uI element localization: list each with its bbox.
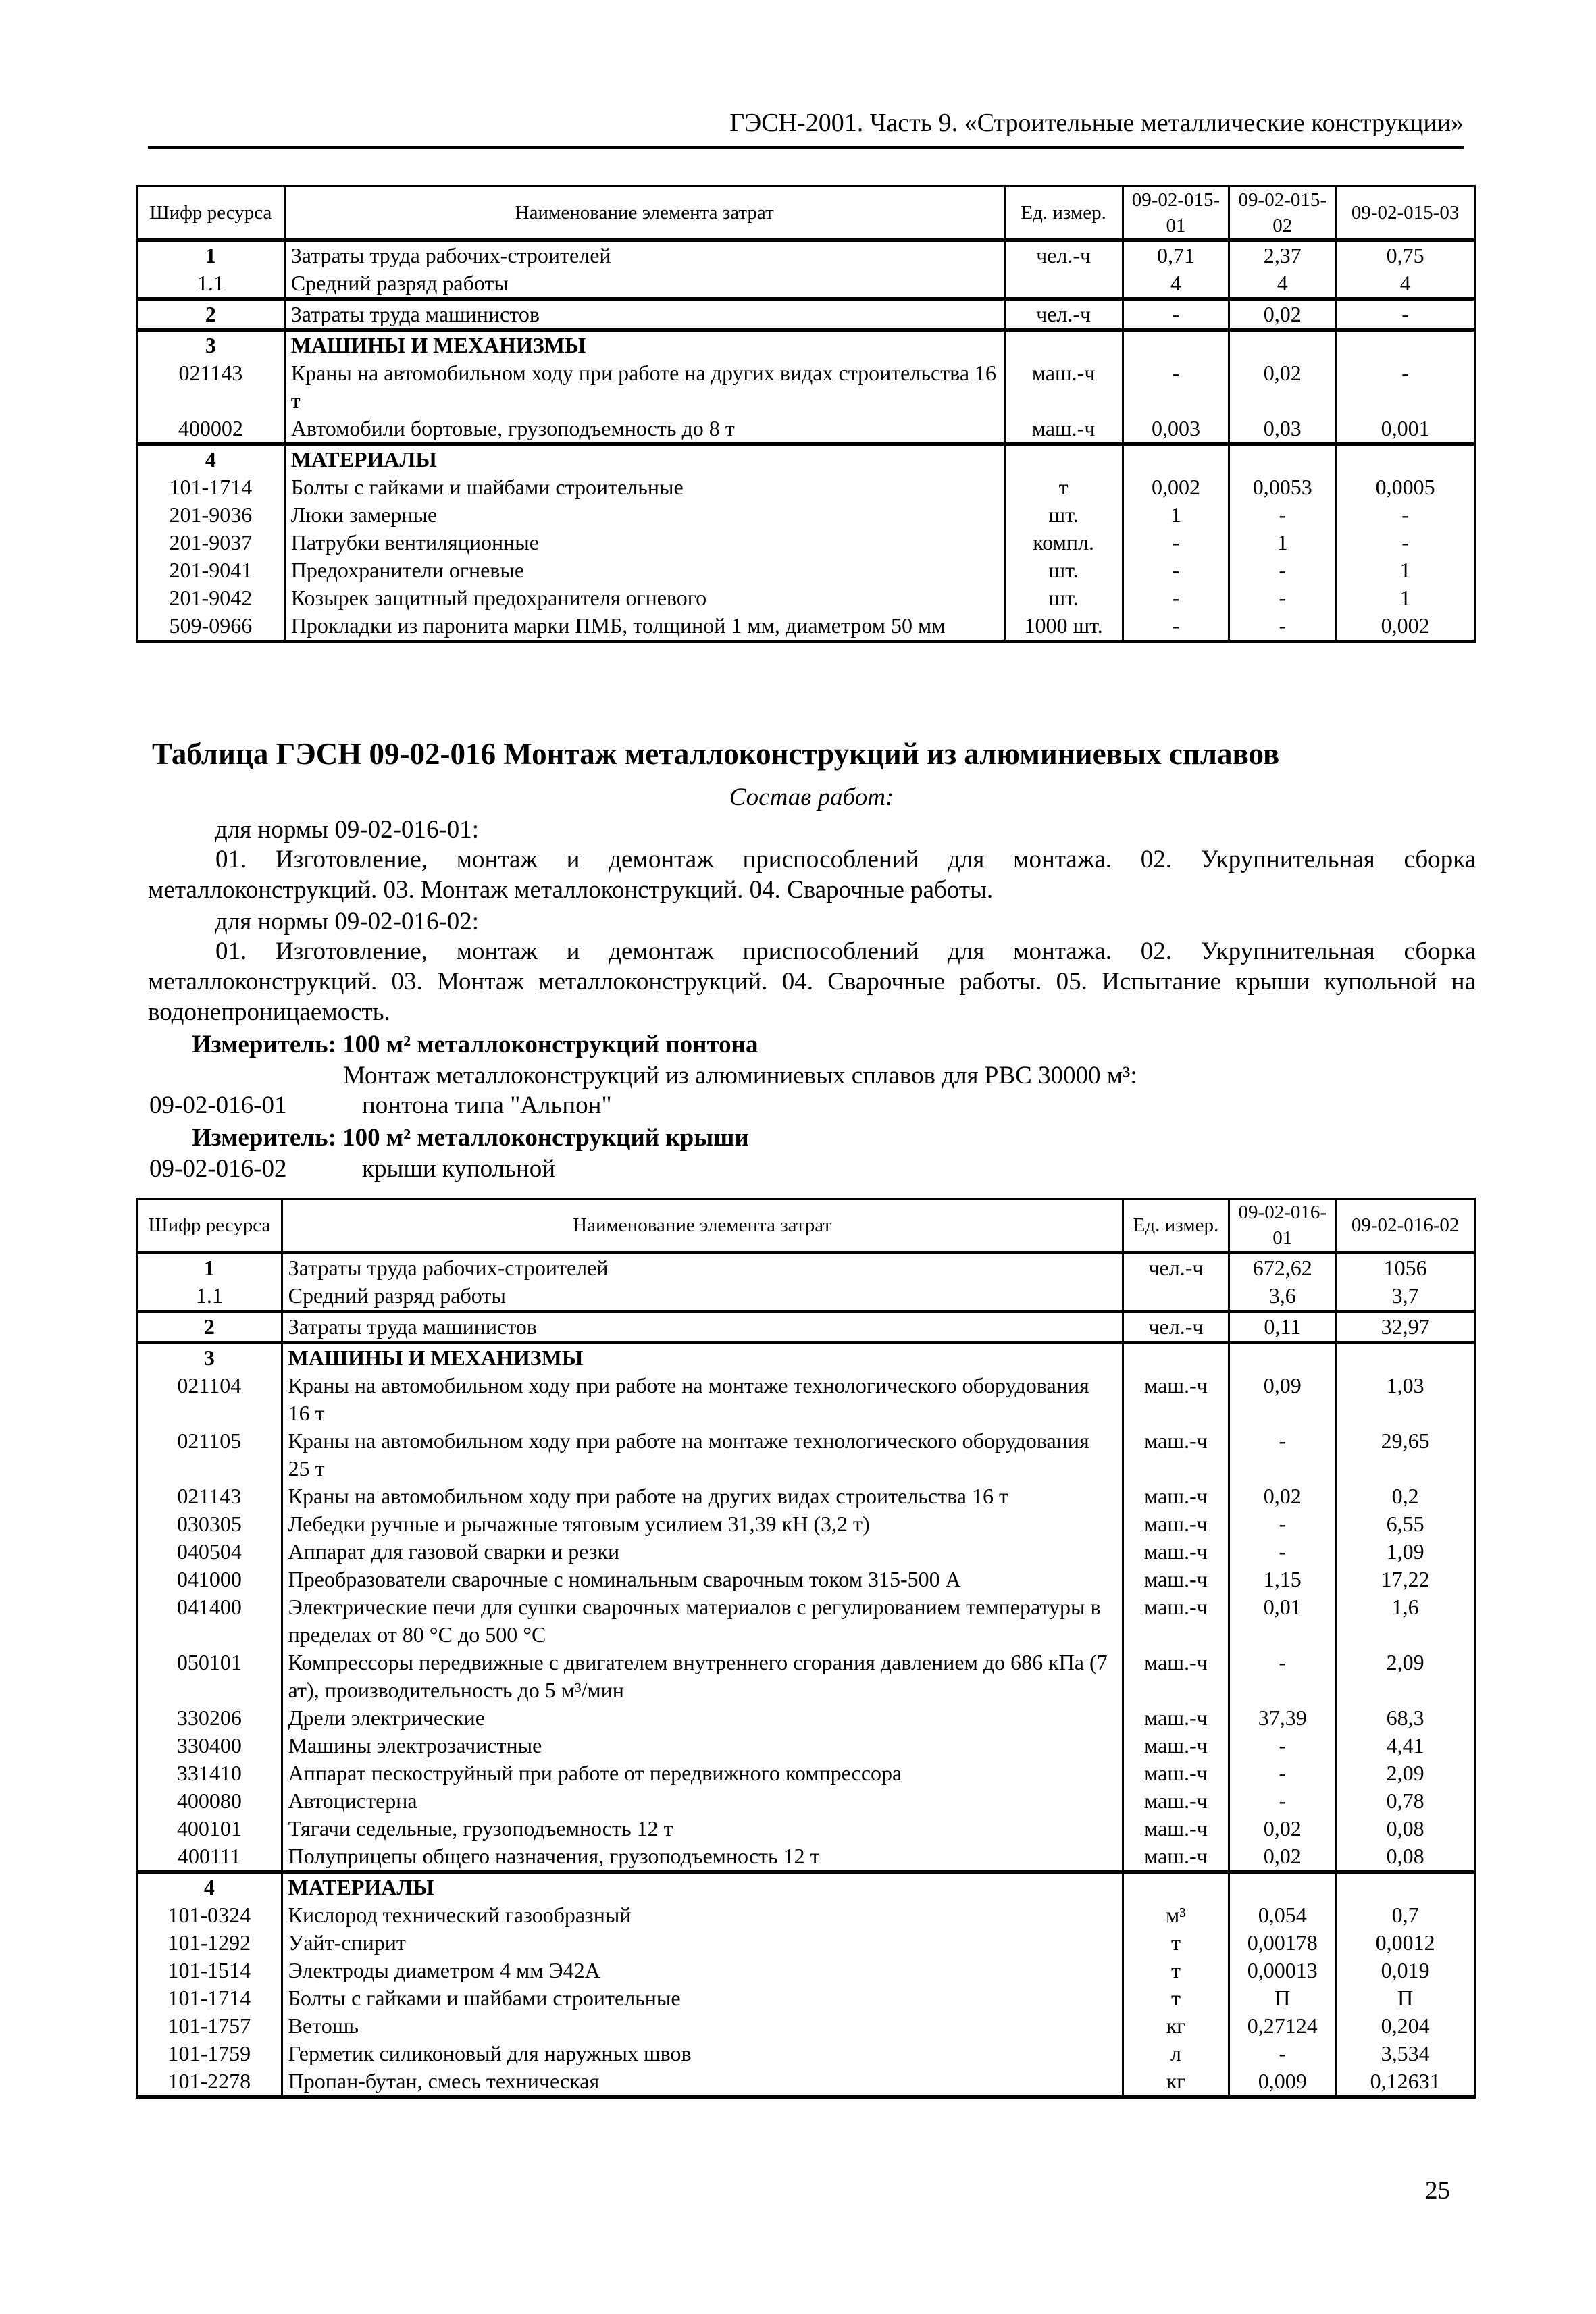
resource-value: - — [1229, 1732, 1336, 1759]
resource-unit: шт. — [1004, 557, 1123, 584]
resource-value: - — [1229, 1649, 1336, 1704]
table-title: Таблица ГЭСН 09-02-016 Монтаж металлоконструкций из алюминиевых сплавов — [152, 737, 1280, 771]
resource-code: 021143 — [137, 359, 285, 415]
resource-value: 0,002 — [1123, 473, 1229, 501]
table-row — [137, 1372, 1475, 1427]
resource-name: Патрубки вентиляционные — [284, 529, 1004, 557]
resource-name: Преобразователи сварочные с номинальным сварочным током 315-500 А — [282, 1566, 1123, 1593]
resource-value: 6,55 — [1336, 1510, 1475, 1538]
resource-value: 1 — [1336, 584, 1475, 612]
table-row — [137, 1759, 1475, 1787]
resource-value: 0,27124 — [1229, 2012, 1336, 2040]
resource-value: 1 — [1336, 557, 1475, 584]
resource-unit: чел.-ч — [1004, 240, 1123, 270]
header-norm-09-02-015-02: 09-02-015-02 — [1229, 186, 1336, 240]
resource-code: 330400 — [137, 1732, 282, 1759]
resource-value: - — [1336, 501, 1475, 529]
resource-value — [1123, 330, 1229, 360]
table-row — [137, 1732, 1475, 1759]
resource-value: - — [1336, 299, 1475, 330]
resource-value: 0,08 — [1336, 1843, 1475, 1872]
page-number: 25 — [1425, 2177, 1450, 2205]
header-norm-09-02-016-02: 09-02-016-02 — [1336, 1199, 1475, 1253]
resource-code: 400101 — [137, 1815, 282, 1843]
resource-unit: шт. — [1004, 501, 1123, 529]
resource-value: 4 — [1336, 269, 1475, 299]
resource-name: Затраты труда рабочих-строителей — [284, 240, 1004, 270]
resource-unit: 1000 шт. — [1004, 612, 1123, 642]
resource-code: 021143 — [137, 1483, 282, 1510]
resource-name: МАШИНЫ И МЕХАНИЗМЫ — [282, 1343, 1123, 1372]
resource-code: 201-9037 — [137, 529, 285, 557]
resource-code: 101-1714 — [137, 1984, 282, 2012]
table-row — [137, 1649, 1475, 1704]
resource-value: - — [1229, 557, 1336, 584]
resource-code: 3 — [137, 330, 285, 360]
resource-value: - — [1123, 359, 1229, 415]
resource-value: - — [1123, 299, 1229, 330]
row-group — [137, 240, 1475, 299]
resource-unit: т — [1123, 1957, 1229, 1984]
table-row — [137, 501, 1475, 529]
resource-name: МАТЕРИАЛЫ — [282, 1872, 1123, 1902]
table-row — [137, 415, 1475, 444]
resource-unit — [1123, 1282, 1229, 1312]
resource-unit: т — [1123, 1929, 1229, 1957]
resource-value: 0,02 — [1229, 299, 1336, 330]
resource-name: Средний разряд работы — [282, 1282, 1123, 1312]
resource-value: 0,0005 — [1336, 473, 1475, 501]
resource-name: Затраты труда машинистов — [284, 299, 1004, 330]
resource-value: 2,09 — [1336, 1649, 1475, 1704]
row-group — [137, 299, 1475, 330]
resource-code: 201-9041 — [137, 557, 285, 584]
resource-value — [1123, 444, 1229, 474]
resource-name: Краны на автомобильном ходу при работе на других видах строительства 16 т — [284, 359, 1004, 415]
table-row — [137, 269, 1475, 299]
resource-value: 0,03 — [1229, 415, 1336, 444]
resource-name: Пропан-бутан, смесь техническая — [282, 2067, 1123, 2097]
resource-value: - — [1229, 1427, 1336, 1483]
resource-code: 030305 — [137, 1510, 282, 1538]
norm2-text: 01. Изготовление, монтаж и демонтаж приспособлений для монтажа. 02. Укрупнительная сборка металлоконструкций. 03. Монтаж металлоконструкций. 04. Сварочные работы. 05. Испытание крыши купольной на водонепроницаемость. — [148, 937, 1476, 1026]
norm2-desc: крыши купольной — [362, 1155, 556, 1183]
resource-unit: т — [1004, 473, 1123, 501]
resource-value — [1229, 330, 1336, 360]
resource-value: 0,0012 — [1336, 1929, 1475, 1957]
resource-value: 0,02 — [1229, 1483, 1336, 1510]
resource-code: 400111 — [137, 1843, 282, 1872]
resource-value: - — [1229, 1759, 1336, 1787]
header-unit: Ед. измер. — [1004, 186, 1123, 240]
resource-code: 201-9036 — [137, 501, 285, 529]
resource-unit — [1004, 269, 1123, 299]
resource-name: МАТЕРИАЛЫ — [284, 444, 1004, 474]
resource-code: 1.1 — [137, 269, 285, 299]
resource-unit: маш.-ч — [1123, 1510, 1229, 1538]
resource-value: П — [1229, 1984, 1336, 2012]
resource-unit: компл. — [1004, 529, 1123, 557]
resource-value: 0,002 — [1336, 612, 1475, 642]
resource-value: 0,75 — [1336, 240, 1475, 270]
table-row — [137, 2012, 1475, 2040]
table-row — [137, 1253, 1475, 1283]
resource-value: 0,0053 — [1229, 473, 1336, 501]
resource-code: 021104 — [137, 1372, 282, 1427]
resource-value: 0,02 — [1229, 1843, 1336, 1872]
resource-name: Кислород технический газообразный — [282, 1901, 1123, 1929]
row-group — [137, 444, 1475, 642]
resource-unit: кг — [1123, 2067, 1229, 2097]
resource-value: - — [1229, 501, 1336, 529]
resource-unit: чел.-ч — [1123, 1253, 1229, 1283]
header-unit: Ед. измер. — [1123, 1199, 1229, 1253]
resource-value: 0,054 — [1229, 1901, 1336, 1929]
resource-unit — [1004, 444, 1123, 474]
header-norm-09-02-015-03: 09-02-015-03 — [1336, 186, 1475, 240]
resource-unit: маш.-ч — [1004, 415, 1123, 444]
resource-value: 0,08 — [1336, 1815, 1475, 1843]
resource-unit: кг — [1123, 2012, 1229, 2040]
table-row — [137, 1929, 1475, 1957]
resource-name: Полуприцепы общего назначения, грузоподъемность 12 т — [282, 1843, 1123, 1872]
table-row — [137, 1593, 1475, 1649]
header-divider — [148, 146, 1464, 149]
resource-value: 0,001 — [1336, 415, 1475, 444]
resource-name: МАШИНЫ И МЕХАНИЗМЫ — [284, 330, 1004, 360]
resource-value: 1056 — [1336, 1253, 1475, 1283]
resource-value: 0,02 — [1229, 1815, 1336, 1843]
resource-value: 4,41 — [1336, 1732, 1475, 1759]
resource-code: 201-9042 — [137, 584, 285, 612]
resource-value: 3,534 — [1336, 2040, 1475, 2067]
table-row — [137, 1343, 1475, 1372]
resource-code: 101-1757 — [137, 2012, 282, 2040]
resource-unit: л — [1123, 2040, 1229, 2067]
resource-name: Краны на автомобильном ходу при работе на других видах строительства 16 т — [282, 1483, 1123, 1510]
resource-unit: маш.-ч — [1123, 1787, 1229, 1815]
resource-value — [1229, 444, 1336, 474]
resource-unit — [1123, 1343, 1229, 1372]
resource-value — [1229, 1343, 1336, 1372]
resource-value — [1336, 1872, 1475, 1902]
resource-unit: маш.-ч — [1123, 1815, 1229, 1843]
resource-name: Аппарат для газовой сварки и резки — [282, 1538, 1123, 1566]
resource-code: 330206 — [137, 1704, 282, 1732]
resource-value: 32,97 — [1336, 1312, 1475, 1343]
resource-name: Автомобили бортовые, грузоподъемность до 8 т — [284, 415, 1004, 444]
table-row — [137, 1815, 1475, 1843]
resource-code: 101-1514 — [137, 1957, 282, 1984]
resource-value: - — [1229, 1538, 1336, 1566]
resource-value: 3,7 — [1336, 1282, 1475, 1312]
resource-code: 1 — [137, 240, 285, 270]
table-row — [137, 1704, 1475, 1732]
resource-value — [1336, 1343, 1475, 1372]
table-row — [137, 1872, 1475, 1902]
resource-code: 021105 — [137, 1427, 282, 1483]
table-row — [137, 557, 1475, 584]
resource-name: Электрические печи для сушки сварочных материалов с регулированием температуры в пределах от 80 °С до 500 °С — [282, 1593, 1123, 1649]
resource-unit: маш.-ч — [1123, 1732, 1229, 1759]
resource-value: 0,003 — [1123, 415, 1229, 444]
resource-value: 0,11 — [1229, 1312, 1336, 1343]
table-row — [137, 330, 1475, 360]
resource-value: П — [1336, 1984, 1475, 2012]
header-name: Наименование элемента затрат — [282, 1199, 1123, 1253]
resource-name: Лебедки ручные и рычажные тяговым усилием 31,39 кН (3,2 т) — [282, 1510, 1123, 1538]
table-row — [137, 1566, 1475, 1593]
resource-value — [1336, 330, 1475, 360]
norm1-label: для нормы 09-02-016-01: — [215, 816, 480, 844]
resource-value: - — [1123, 557, 1229, 584]
table-row — [137, 299, 1475, 330]
norm1-code: 09-02-016-01 — [149, 1091, 287, 1119]
resource-code: 2 — [137, 1312, 282, 1343]
resource-unit: маш.-ч — [1123, 1759, 1229, 1787]
norm1-desc: понтона типа "Альпон" — [362, 1091, 612, 1119]
resource-unit: маш.-ч — [1123, 1843, 1229, 1872]
resource-table-09-02-015 — [136, 185, 1476, 643]
norm2-label: для нормы 09-02-016-02: — [215, 908, 480, 935]
resource-value: 2,09 — [1336, 1759, 1475, 1787]
resource-value: - — [1123, 529, 1229, 557]
table-row — [137, 444, 1475, 474]
resource-value: 17,22 — [1336, 1566, 1475, 1593]
resource-value: - — [1229, 2040, 1336, 2067]
resource-code: 400002 — [137, 415, 285, 444]
resource-unit: маш.-ч — [1004, 359, 1123, 415]
resource-unit: маш.-ч — [1123, 1538, 1229, 1566]
resource-value: 0,2 — [1336, 1483, 1475, 1510]
table-row — [137, 1843, 1475, 1872]
table-row — [137, 1282, 1475, 1312]
table-row — [137, 584, 1475, 612]
resource-name: Люки замерные — [284, 501, 1004, 529]
resource-value: - — [1336, 529, 1475, 557]
resource-name: Болты с гайками и шайбами строительные — [284, 473, 1004, 501]
resource-value: 0,019 — [1336, 1957, 1475, 1984]
resource-unit: маш.-ч — [1123, 1483, 1229, 1510]
resource-unit — [1004, 330, 1123, 360]
resource-name: Прокладки из паронита марки ПМБ, толщиной 1 мм, диаметром 50 мм — [284, 612, 1004, 642]
resource-code: 509-0966 — [137, 612, 285, 642]
resource-value: - — [1229, 1510, 1336, 1538]
resource-code: 400080 — [137, 1787, 282, 1815]
header-code: Шифр ресурса — [137, 1199, 282, 1253]
table-row — [137, 1957, 1475, 1984]
header-norm-09-02-015-01: 09-02-015-01 — [1123, 186, 1229, 240]
table-row — [137, 1510, 1475, 1538]
resource-value: 37,39 — [1229, 1704, 1336, 1732]
row-group — [137, 1872, 1475, 2097]
resource-value: - — [1123, 584, 1229, 612]
table-row — [137, 1901, 1475, 1929]
resource-name: Машины электрозачистные — [282, 1732, 1123, 1759]
resource-unit — [1123, 1872, 1229, 1902]
resource-value: - — [1229, 1787, 1336, 1815]
norm1-text: 01. Изготовление, монтаж и демонтаж приспособлений для монтажа. 02. Укрупнительная сборка металлоконструкций. 03. Монтаж металлоконструкций. 04. Сварочные работы. — [148, 846, 1476, 904]
resource-value: 1,03 — [1336, 1372, 1475, 1427]
resource-unit: маш.-ч — [1123, 1704, 1229, 1732]
resource-code: 041000 — [137, 1566, 282, 1593]
resource-value: - — [1229, 612, 1336, 642]
table-row — [137, 2040, 1475, 2067]
resource-value: 0,204 — [1336, 2012, 1475, 2040]
resource-value: 0,7 — [1336, 1901, 1475, 1929]
resource-unit: т — [1123, 1984, 1229, 2012]
table-row — [137, 1787, 1475, 1815]
resource-value: 0,78 — [1336, 1787, 1475, 1815]
resource-unit: маш.-ч — [1123, 1427, 1229, 1483]
resource-name: Болты с гайками и шайбами строительные — [282, 1984, 1123, 2012]
row-group — [137, 1312, 1475, 1343]
table-row — [137, 473, 1475, 501]
subtitle: Монтаж металлоконструкций из алюминиевых сплавов для РВС 30000 м³: — [343, 1062, 1137, 1089]
table-row — [137, 240, 1475, 270]
resource-value: 1,6 — [1336, 1593, 1475, 1649]
resource-value: 68,3 — [1336, 1704, 1475, 1732]
table-row — [137, 1483, 1475, 1510]
meter2: Измеритель: 100 м² металлоконструкций крыши — [192, 1124, 749, 1152]
resource-value: 0,009 — [1229, 2067, 1336, 2097]
resource-name: Ветошь — [282, 2012, 1123, 2040]
resource-name: Средний разряд работы — [284, 269, 1004, 299]
resource-name: Автоцистерна — [282, 1787, 1123, 1815]
resource-name: Предохранители огневые — [284, 557, 1004, 584]
table-row — [137, 2067, 1475, 2097]
resource-code: 4 — [137, 1872, 282, 1902]
resource-unit: шт. — [1004, 584, 1123, 612]
header-code: Шифр ресурса — [137, 186, 285, 240]
resource-name: Компрессоры передвижные с двигателем внутреннего сгорания давлением до 686 кПа (7 ат), производительность до 5 м³/мин — [282, 1649, 1123, 1704]
resource-name: Затраты труда машинистов — [282, 1312, 1123, 1343]
header-row — [137, 1199, 1475, 1253]
resource-unit: м³ — [1123, 1901, 1229, 1929]
resource-name: Уайт-спирит — [282, 1929, 1123, 1957]
resource-value: 1 — [1229, 529, 1336, 557]
row-group — [137, 330, 1475, 444]
resource-value: 672,62 — [1229, 1253, 1336, 1283]
resource-code: 3 — [137, 1343, 282, 1372]
resource-name: Дрели электрические — [282, 1704, 1123, 1732]
resource-value: 0,09 — [1229, 1372, 1336, 1427]
resource-value: - — [1336, 359, 1475, 415]
resource-name: Краны на автомобильном ходу при работе на монтаже технологического оборудования 25 т — [282, 1427, 1123, 1483]
resource-value: 0,02 — [1229, 359, 1336, 415]
resource-value: 0,12631 — [1336, 2067, 1475, 2097]
resource-code: 331410 — [137, 1759, 282, 1787]
resource-name: Тягачи седельные, грузоподъемность 12 т — [282, 1815, 1123, 1843]
resource-value: 0,00013 — [1229, 1957, 1336, 1984]
resource-unit: маш.-ч — [1123, 1372, 1229, 1427]
table-row — [137, 529, 1475, 557]
resource-unit: маш.-ч — [1123, 1649, 1229, 1704]
resource-code: 040504 — [137, 1538, 282, 1566]
resource-unit: маш.-ч — [1123, 1593, 1229, 1649]
resource-table-09-02-016 — [136, 1198, 1476, 2099]
header-name: Наименование элемента затрат — [284, 186, 1004, 240]
row-group — [137, 1343, 1475, 1872]
resource-name: Краны на автомобильном ходу при работе на монтаже технологического оборудования 16 т — [282, 1372, 1123, 1427]
resource-code: 4 — [137, 444, 285, 474]
table-row — [137, 1312, 1475, 1343]
resource-code: 050101 — [137, 1649, 282, 1704]
table-row — [137, 1984, 1475, 2012]
resource-value: - — [1229, 584, 1336, 612]
resource-value: 1 — [1123, 501, 1229, 529]
table-row — [137, 1427, 1475, 1483]
norm2-code: 09-02-016-02 — [149, 1155, 287, 1183]
resource-value: - — [1123, 612, 1229, 642]
resource-name: Затраты труда рабочих-строителей — [282, 1253, 1123, 1283]
table-row — [137, 359, 1475, 415]
meter1: Измеритель: 100 м² металлоконструкций понтона — [192, 1031, 758, 1058]
resource-code: 101-1759 — [137, 2040, 282, 2067]
resource-value: 4 — [1123, 269, 1229, 299]
resource-name: Козырек защитный предохранителя огневого — [284, 584, 1004, 612]
resource-code: 2 — [137, 299, 285, 330]
resource-name: Электроды диаметром 4 мм Э42А — [282, 1957, 1123, 1984]
resource-code: 101-0324 — [137, 1901, 282, 1929]
table-row — [137, 612, 1475, 642]
resource-value — [1229, 1872, 1336, 1902]
resource-value — [1336, 444, 1475, 474]
resource-unit: маш.-ч — [1123, 1566, 1229, 1593]
resource-value: 1,09 — [1336, 1538, 1475, 1566]
resource-name: Герметик силиконовый для наружных швов — [282, 2040, 1123, 2067]
table-row — [137, 1538, 1475, 1566]
resource-name: Аппарат пескоструйный при работе от передвижного компрессора — [282, 1759, 1123, 1787]
resource-code: 1 — [137, 1253, 282, 1283]
resource-value: 0,00178 — [1229, 1929, 1336, 1957]
resource-code: 101-1714 — [137, 473, 285, 501]
header-row — [137, 186, 1475, 240]
resource-value: 3,6 — [1229, 1282, 1336, 1312]
resource-code: 1.1 — [137, 1282, 282, 1312]
running-header: ГЭСН-2001. Часть 9. «Строительные металлические конструкции» — [729, 109, 1464, 137]
resource-code: 041400 — [137, 1593, 282, 1649]
work-composition-heading: Состав работ: — [729, 783, 894, 811]
resource-value: 0,71 — [1123, 240, 1229, 270]
resource-value: 2,37 — [1229, 240, 1336, 270]
resource-unit: чел.-ч — [1123, 1312, 1229, 1343]
row-group — [137, 1253, 1475, 1312]
resource-value: 0,01 — [1229, 1593, 1336, 1649]
resource-value: 4 — [1229, 269, 1336, 299]
resource-value: 29,65 — [1336, 1427, 1475, 1483]
resource-code: 101-2278 — [137, 2067, 282, 2097]
resource-value: 1,15 — [1229, 1566, 1336, 1593]
resource-unit: чел.-ч — [1004, 299, 1123, 330]
header-norm-09-02-016-01: 09-02-016-01 — [1229, 1199, 1336, 1253]
resource-code: 101-1292 — [137, 1929, 282, 1957]
